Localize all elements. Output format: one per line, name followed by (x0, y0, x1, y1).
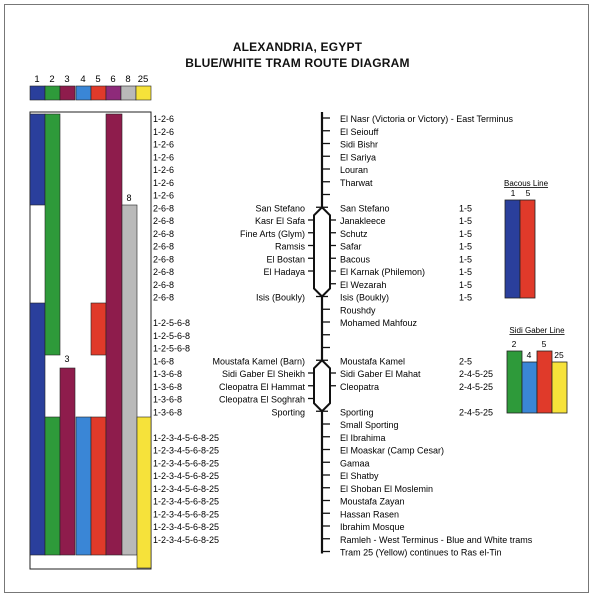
right-stop-label-23: Sporting (340, 407, 374, 418)
right-stop-label-8: Janakleece (340, 216, 386, 226)
left-stop-label-21: Cleopatra El Hammat (218, 381, 305, 392)
sidi-gaber-legend-red-bar (537, 351, 552, 413)
route-list-row-4: 1-2-6 (153, 165, 175, 175)
route-1-bar-bottom (30, 303, 45, 555)
left-stop-label-10: Ramsis (274, 241, 305, 252)
route-8-bar (122, 205, 137, 555)
sidi-gaber-legend-yellow-bar (552, 362, 567, 413)
sidi-gaber-legend-title: Sidi Gaber Line (509, 326, 565, 335)
route-list-row-30: 1-2-3-4-5-6-8-25 (153, 496, 220, 507)
right-stop-label-20: Sidi Gaber El Mahat (340, 369, 421, 379)
right-stop-label-14: Isis (Boukly) (340, 292, 390, 303)
branch-routes-label-7: 1-5 (459, 203, 473, 214)
right-stop-label-0: El Nasr (Victoria or Victory) - East Terminus (340, 114, 514, 124)
left-stop-label-12: El Hadaya (263, 267, 305, 277)
sidi-gaber-legend-green-bar (507, 351, 522, 413)
route-key-swatch-1 (30, 86, 45, 100)
sidi-gaber-legend-label-2: 2 (511, 339, 517, 349)
branch-routes-label-13: 1-5 (459, 279, 473, 290)
route-list-row-25: 1-2-3-4-5-6-8-25 (153, 432, 220, 443)
left-stop-label-20: Sidi Gaber El Sheikh (221, 369, 305, 379)
left-stop-label-23: Sporting (271, 407, 305, 418)
route-key-label-5: 5 (95, 74, 101, 85)
route-8-start-label: 8 (126, 193, 132, 203)
bacous-loop-right (322, 207, 330, 296)
route-key-label-1: 1 (34, 74, 40, 85)
route-key-swatch-25 (136, 86, 151, 100)
route-list-row-29: 1-2-3-4-5-6-8-25 (153, 483, 220, 494)
route-list-row-10: 2-6-8 (153, 241, 175, 252)
route-list-row-23: 1-3-6-8 (153, 407, 183, 418)
right-stop-label-3: El Sariya (340, 152, 377, 163)
route-list-row-0: 1-2-6 (153, 114, 175, 124)
branch-routes-label-12: 1-5 (459, 267, 473, 277)
right-stop-label-25: El Ibrahima (340, 432, 386, 443)
left-stop-label-14: Isis (Boukly) (255, 292, 305, 303)
left-stop-label-22: Cleopatra El Soghrah (218, 394, 305, 405)
route-list-row-16: 1-2-5-6-8 (153, 318, 191, 328)
sidi-gaber-legend-label-5: 5 (541, 339, 547, 349)
branch-routes-label-11: 1-5 (459, 254, 473, 265)
left-stop-label-8: Kasr El Safa (254, 216, 305, 226)
route-2-bar-top (45, 114, 60, 355)
right-stop-label-33: Ramleh - West Terminus - Blue and White trams (340, 534, 533, 545)
branch-routes-label-10: 1-5 (459, 241, 473, 252)
route-list-row-12: 2-6-8 (153, 267, 175, 277)
route-key-label-8: 8 (125, 74, 131, 85)
route-key-swatch-3 (60, 86, 75, 100)
right-stop-label-16: Mohamed Mahfouz (340, 318, 418, 328)
route-key-label-25: 25 (137, 74, 149, 85)
route-key-label-6: 6 (110, 74, 116, 85)
sidi-gaber-legend-label-25: 25 (554, 350, 564, 360)
route-list-row-21: 1-3-6-8 (153, 381, 183, 392)
bacous-legend-blue-bar (505, 200, 520, 298)
route-list-row-11: 2-6-8 (153, 254, 175, 265)
right-stop-label-24: Small Sporting (340, 420, 399, 430)
right-stop-label-7: San Stefano (340, 203, 390, 214)
right-stop-label-13: El Wezarah (340, 279, 387, 290)
branch-routes-label-21: 2-4-5-25 (459, 381, 494, 392)
route-list-row-3: 1-2-6 (153, 152, 175, 163)
sidi-gaber-loop-right (322, 360, 330, 411)
route-2-bar-bottom (45, 417, 60, 555)
right-stop-label-12: El Karnak (Philemon) (340, 267, 426, 277)
route-list-row-8: 2-6-8 (153, 216, 175, 226)
route-list-row-26: 1-2-3-4-5-6-8-25 (153, 445, 220, 456)
diagram-subtitle: BLUE/WHITE TRAM ROUTE DIAGRAM (185, 56, 410, 70)
bacous-legend-red-bar (520, 200, 535, 298)
route-4-bar (76, 417, 91, 555)
right-stop-label-1: El Seiouff (340, 126, 379, 137)
right-stop-label-31: Hassan Rasen (340, 509, 400, 520)
right-stop-label-2: Sidi Bishr (340, 139, 379, 150)
branch-routes-label-23: 2-4-5-25 (459, 407, 494, 418)
bacous-legend-title: Bacous Line (503, 179, 549, 188)
right-stop-label-28: El Shatby (340, 471, 379, 481)
route-list-row-9: 2-6-8 (153, 228, 175, 239)
route-list-row-7: 2-6-8 (153, 203, 175, 214)
route-list-row-27: 1-2-3-4-5-6-8-25 (153, 458, 220, 469)
route-list-row-18: 1-2-5-6-8 (153, 343, 191, 354)
right-stop-label-21: Cleopatra (340, 381, 380, 392)
right-stop-label-9: Schutz (340, 228, 368, 239)
route-list-row-6: 1-2-6 (153, 190, 175, 201)
right-stop-label-11: Bacous (340, 254, 371, 265)
right-stop-label-19: Moustafa Kamel (340, 356, 406, 367)
branch-routes-label-19: 2-5 (459, 356, 473, 367)
branch-routes-label-8: 1-5 (459, 216, 473, 226)
left-stop-label-7: San Stefano (255, 203, 305, 214)
sidi-gaber-legend-label-4: 4 (526, 350, 532, 360)
left-stop-label-9: Fine Arts (Glym) (239, 228, 305, 239)
right-stop-label-27: Gamaa (340, 458, 370, 469)
sidi-gaber-legend-lightblue-bar (522, 362, 537, 413)
right-stop-label-32: Ibrahim Mosque (340, 522, 405, 532)
branch-routes-label-20: 2-4-5-25 (459, 369, 494, 379)
right-stop-label-34: Tram 25 (Yellow) continues to Ras el-Tin (340, 547, 502, 558)
route-key-label-3: 3 (64, 74, 70, 85)
route-6-bar (106, 114, 122, 555)
route-list-row-5: 1-2-6 (153, 177, 175, 188)
right-stop-label-30: Moustafa Zayan (340, 496, 405, 507)
left-stop-label-19: Moustafa Kamel (Barn) (212, 356, 305, 367)
route-key-label-4: 4 (80, 74, 86, 85)
route-list-row-17: 1-2-5-6-8 (153, 330, 191, 341)
route-list-row-32: 1-2-3-4-5-6-8-25 (153, 522, 220, 532)
right-stop-label-29: El Shoban El Moslemin (340, 483, 434, 494)
route-key-swatch-5 (91, 86, 106, 100)
route-1-bar-top (30, 114, 45, 205)
right-stop-label-15: Roushdy (340, 305, 376, 316)
right-stop-label-10: Safar (340, 241, 362, 252)
route-3-bar (60, 368, 75, 555)
route-3-start-label: 3 (64, 354, 70, 364)
route-list-row-28: 1-2-3-4-5-6-8-25 (153, 471, 220, 481)
route-5-bar-bottom (91, 417, 106, 555)
route-list-row-33: 1-2-3-4-5-6-8-25 (153, 534, 220, 545)
bacous-legend-label-1: 1 (510, 188, 516, 198)
route-5-bar-top (91, 303, 106, 355)
left-stop-label-11: El Bostan (266, 254, 305, 265)
route-key-swatch-2 (45, 86, 60, 100)
route-list-row-20: 1-3-6-8 (153, 369, 183, 379)
right-stop-label-26: El Moaskar (Camp Cesar) (340, 445, 445, 456)
route-key-swatch-4 (76, 86, 91, 100)
diagram-title: ALEXANDRIA, EGYPT (232, 40, 363, 54)
branch-routes-label-9: 1-5 (459, 228, 473, 239)
route-list-row-2: 1-2-6 (153, 139, 175, 150)
route-list-row-19: 1-6-8 (153, 356, 175, 367)
route-list-row-31: 1-2-3-4-5-6-8-25 (153, 509, 220, 520)
route-key-swatch-8 (121, 86, 136, 100)
route-key-label-2: 2 (49, 74, 55, 85)
route-list-row-14: 2-6-8 (153, 292, 175, 303)
route-key-swatch-6 (106, 86, 121, 100)
route-25-bar (137, 417, 151, 568)
bacous-loop-left (314, 207, 322, 296)
route-list-row-1: 1-2-6 (153, 126, 175, 137)
route-list-row-13: 2-6-8 (153, 279, 175, 290)
right-stop-label-5: Tharwat (340, 177, 373, 188)
right-stop-label-4: Louran (340, 165, 369, 175)
route-list-row-22: 1-3-6-8 (153, 394, 183, 405)
branch-routes-label-14: 1-5 (459, 292, 473, 303)
sidi-gaber-loop-left (314, 360, 322, 411)
bacous-legend-label-5: 5 (525, 188, 531, 198)
